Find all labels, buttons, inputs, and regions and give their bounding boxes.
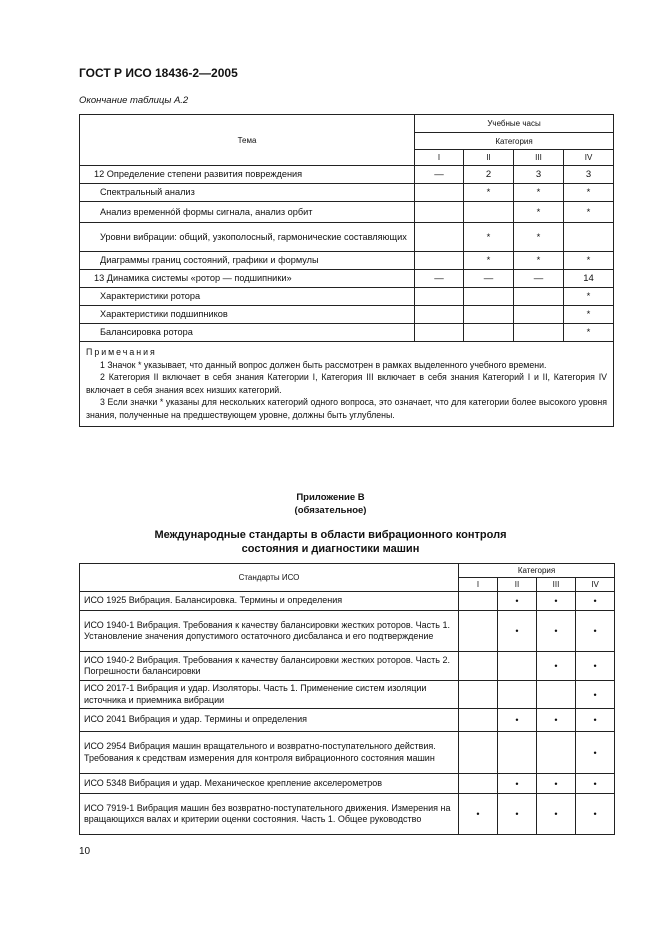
hours-cell: 3 bbox=[564, 166, 614, 184]
theme-cell: Спектральный анализ bbox=[80, 184, 415, 202]
category-mark bbox=[459, 774, 498, 794]
category-mark: • bbox=[537, 774, 576, 794]
header-category: Категория bbox=[459, 564, 615, 578]
hours-cell: * bbox=[564, 288, 614, 306]
standard-cell: ИСО 2954 Вибрация машин вращательного и возвратно-поступательного действия. Требования к средствам измерения для контроля вибрационного состояния машин bbox=[80, 732, 459, 774]
theme-cell: Диаграммы границ состояний, графики и формулы bbox=[80, 252, 415, 270]
category-header: I bbox=[459, 578, 498, 592]
table-row bbox=[80, 223, 614, 252]
hours-cell bbox=[464, 202, 514, 223]
hours-cell: — bbox=[415, 166, 464, 184]
hours-cell bbox=[415, 306, 464, 324]
category-mark: • bbox=[459, 794, 498, 835]
category-mark: • bbox=[537, 611, 576, 652]
category-mark: • bbox=[576, 681, 615, 709]
hours-cell bbox=[415, 252, 464, 270]
category-mark: • bbox=[576, 732, 615, 774]
hours-cell: — bbox=[415, 270, 464, 288]
table-row bbox=[80, 709, 615, 732]
hours-cell: * bbox=[514, 184, 564, 202]
table-row bbox=[80, 288, 614, 306]
hours-cell bbox=[415, 324, 464, 342]
header-category: Категория bbox=[415, 133, 614, 150]
note-item: 2 Категория II включает в себя знания Категории I, Категория III включает в себя знания Категорий I и II, Категория IV включает в себя знания всех низших категорий. bbox=[86, 372, 608, 395]
table-row bbox=[80, 202, 614, 223]
category-mark: • bbox=[537, 709, 576, 732]
hours-cell bbox=[464, 288, 514, 306]
table-caption: Окончание таблицы А.2 bbox=[79, 95, 189, 106]
category-mark: • bbox=[498, 774, 537, 794]
category-header: II bbox=[498, 578, 537, 592]
hours-cell: * bbox=[514, 202, 564, 223]
table-row bbox=[80, 324, 614, 342]
standard-cell: ИСО 1940-1 Вибрация. Требования к качеству балансировки жестких роторов. Часть 1. Установление значения допустимого остаточного дисбаланса и его подтверждение bbox=[80, 611, 459, 652]
category-mark: • bbox=[498, 794, 537, 835]
note-item: 1 Значок * указывает, что данный вопрос должен быть рассмотрен в рамках выделенного учебного времени. bbox=[100, 359, 547, 370]
hours-cell: * bbox=[464, 252, 514, 270]
hours-cell: * bbox=[564, 202, 614, 223]
category-mark: • bbox=[576, 774, 615, 794]
table-row bbox=[80, 794, 615, 835]
note-item: 3 Если значки * указаны для нескольких категорий одного вопроса, это означает, что для категории более высокого уровня знания, полученные на предшествующем уровне, должны быть углублены. bbox=[86, 397, 608, 420]
table-row bbox=[80, 270, 614, 288]
category-header: III bbox=[514, 150, 564, 166]
theme-cell: Анализ временнóй формы сигнала, анализ орбит bbox=[80, 202, 415, 223]
category-mark: • bbox=[498, 709, 537, 732]
notes-title: Примечания bbox=[86, 347, 157, 357]
category-mark: • bbox=[498, 611, 537, 652]
category-mark bbox=[459, 709, 498, 732]
header-iso-standards: Стандарты ИСО bbox=[80, 564, 459, 592]
hours-cell: * bbox=[564, 252, 614, 270]
standard-cell: ИСО 2041 Вибрация и удар. Термины и определения bbox=[80, 709, 459, 732]
header-theme: Тема bbox=[80, 115, 415, 166]
iso-standards-table bbox=[79, 563, 615, 835]
hours-cell: * bbox=[564, 184, 614, 202]
standard-cell: ИСО 5348 Вибрация и удар. Механическое крепление акселерометров bbox=[80, 774, 459, 794]
notes-row bbox=[80, 342, 614, 427]
hours-cell bbox=[514, 324, 564, 342]
appendix-title: Приложение В bbox=[296, 492, 365, 503]
hours-cell bbox=[415, 223, 464, 252]
hours-cell bbox=[514, 288, 564, 306]
appendix-heading-line2: состояния и диагностики машин bbox=[241, 543, 420, 555]
hours-cell bbox=[415, 202, 464, 223]
appendix-heading-line1: Международные стандарты в области вибрационного контроля bbox=[154, 529, 507, 541]
table-row bbox=[80, 306, 614, 324]
category-mark: • bbox=[537, 592, 576, 611]
hours-cell: * bbox=[464, 223, 514, 252]
hours-cell: 14 bbox=[564, 270, 614, 288]
hours-cell bbox=[564, 223, 614, 252]
theme-cell: Характеристики ротора bbox=[80, 288, 415, 306]
standard-cell: ИСО 7919-1 Вибрация машин без возвратно-поступательного движения. Измерения на вращающихся валах и критерии оценки состояния. Часть 1. Общее руководство bbox=[80, 794, 459, 835]
appendix-status: (обязательное) bbox=[294, 505, 367, 516]
category-mark bbox=[459, 732, 498, 774]
table-row bbox=[80, 166, 614, 184]
category-header: I bbox=[415, 150, 464, 166]
theme-cell: Характеристики подшипников bbox=[80, 306, 415, 324]
standard-cell: ИСО 1940-2 Вибрация. Требования к качеству балансировки жестких роторов. Часть 2. Погрешности балансировки bbox=[80, 652, 459, 681]
hours-cell: * bbox=[514, 252, 564, 270]
notes-cell bbox=[80, 342, 614, 427]
theme-cell: 13 Динамика системы «ротор — подшипники» bbox=[80, 270, 415, 288]
theme-cell: 12 Определение степени развития повреждения bbox=[80, 166, 415, 184]
hours-cell: 3 bbox=[514, 166, 564, 184]
hours-cell: * bbox=[464, 184, 514, 202]
category-header: IV bbox=[576, 578, 615, 592]
hours-cell: 2 bbox=[464, 166, 514, 184]
table-row bbox=[80, 774, 615, 794]
theme-cell: Балансировка ротора bbox=[80, 324, 415, 342]
table-row bbox=[80, 732, 615, 774]
training-hours-table bbox=[79, 114, 614, 427]
table-row bbox=[80, 252, 614, 270]
table-row bbox=[80, 611, 615, 652]
standard-cell: ИСО 2017-1 Вибрация и удар. Изоляторы. Часть 1. Применение систем изоляции источника и приемника вибрации bbox=[80, 681, 459, 709]
category-mark: • bbox=[576, 592, 615, 611]
category-mark bbox=[537, 681, 576, 709]
standard-cell: ИСО 1925 Вибрация. Балансировка. Термины и определения bbox=[80, 592, 459, 611]
category-mark bbox=[498, 732, 537, 774]
category-mark bbox=[459, 652, 498, 681]
header-training-hours: Учебные часы bbox=[415, 115, 614, 133]
category-header: IV bbox=[564, 150, 614, 166]
hours-cell: * bbox=[514, 223, 564, 252]
hours-cell bbox=[415, 184, 464, 202]
theme-cell: Уровни вибрации: общий, узкополосный, гармонические составляющих bbox=[80, 223, 415, 252]
category-mark bbox=[537, 732, 576, 774]
category-mark: • bbox=[576, 611, 615, 652]
hours-cell bbox=[464, 306, 514, 324]
category-mark: • bbox=[576, 709, 615, 732]
hours-cell: * bbox=[564, 306, 614, 324]
hours-cell: * bbox=[564, 324, 614, 342]
category-mark: • bbox=[537, 794, 576, 835]
category-mark: • bbox=[537, 652, 576, 681]
category-mark bbox=[459, 681, 498, 709]
document-title: ГОСТ Р ИСО 18436-2—2005 bbox=[79, 66, 238, 80]
hours-cell bbox=[464, 324, 514, 342]
category-mark bbox=[459, 611, 498, 652]
hours-cell bbox=[514, 306, 564, 324]
hours-cell bbox=[415, 288, 464, 306]
category-header: II bbox=[464, 150, 514, 166]
category-mark bbox=[498, 681, 537, 709]
category-mark: • bbox=[576, 652, 615, 681]
hours-cell: — bbox=[514, 270, 564, 288]
table-row bbox=[80, 184, 614, 202]
category-mark bbox=[459, 592, 498, 611]
category-mark bbox=[498, 652, 537, 681]
table-row bbox=[80, 681, 615, 709]
table-row bbox=[80, 652, 615, 681]
category-mark: • bbox=[498, 592, 537, 611]
table-row bbox=[80, 592, 615, 611]
category-mark: • bbox=[576, 794, 615, 835]
category-header: III bbox=[537, 578, 576, 592]
hours-cell: — bbox=[464, 270, 514, 288]
page-number: 10 bbox=[79, 846, 91, 857]
